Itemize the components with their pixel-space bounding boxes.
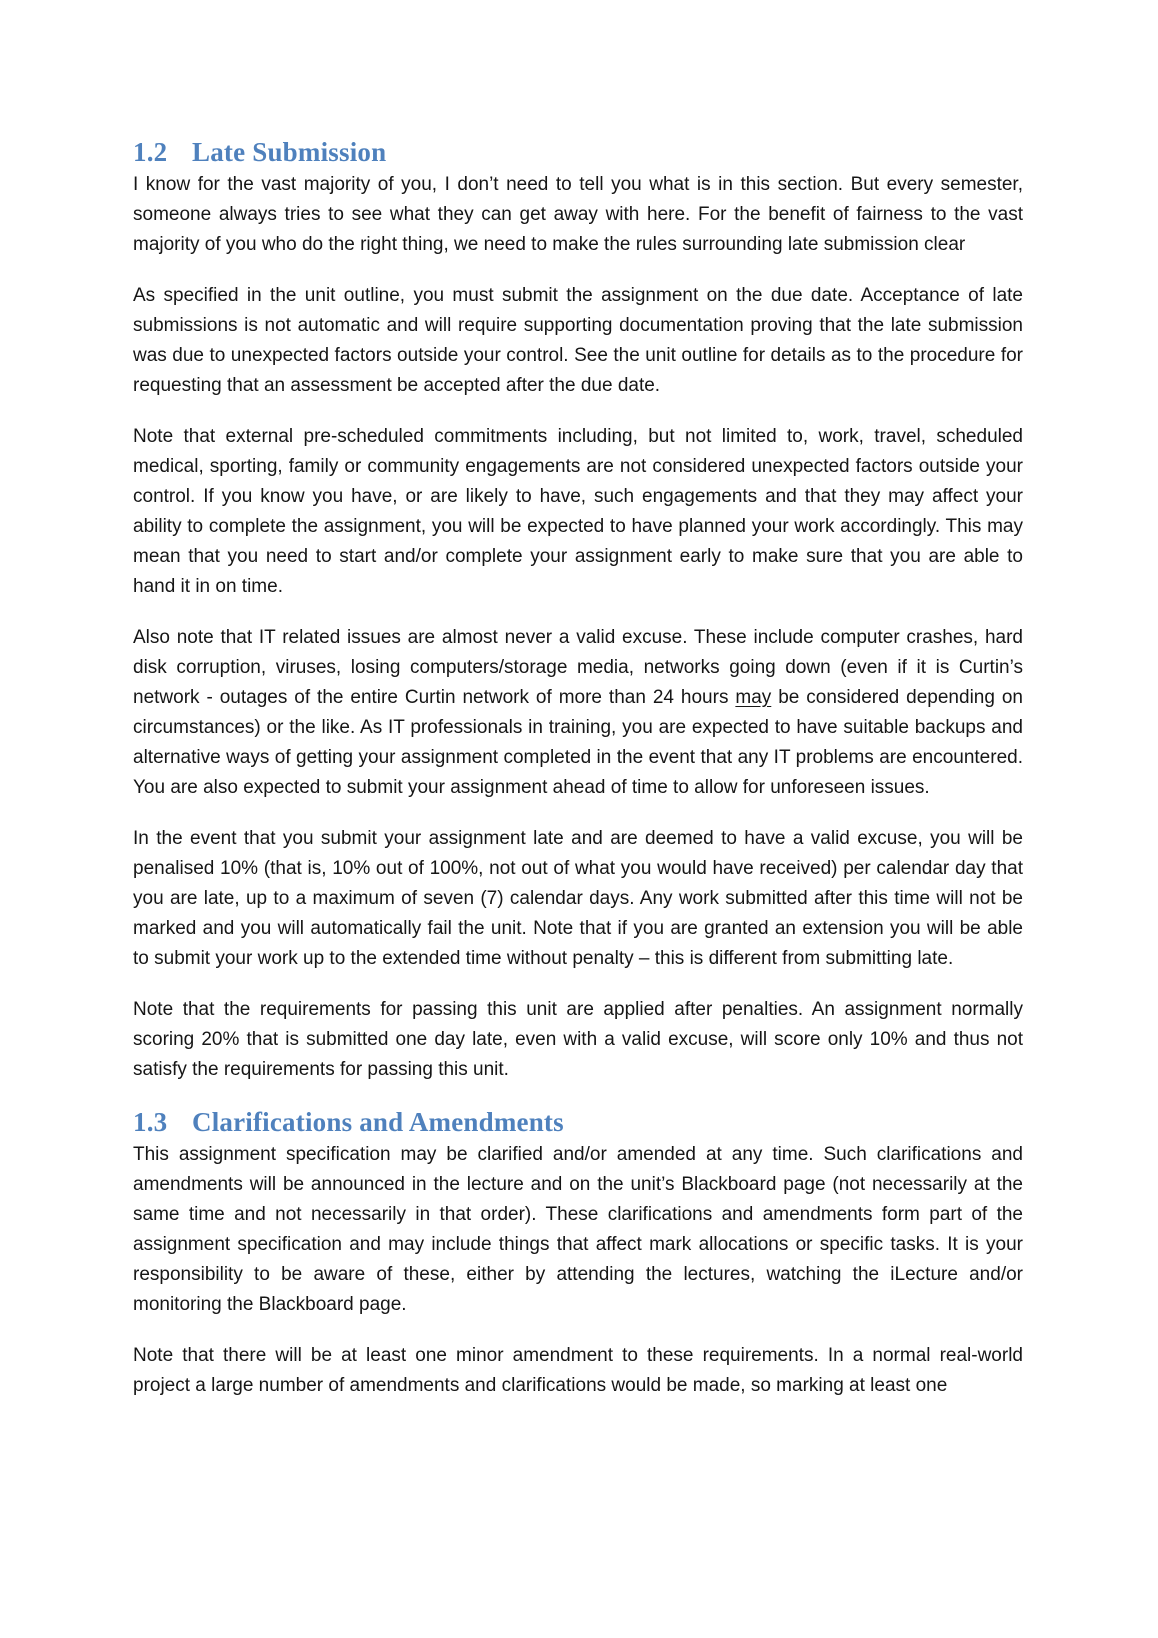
section-number: 1.3	[133, 1107, 168, 1137]
section-title: Clarifications and Amendments	[192, 1107, 564, 1137]
paragraph-it-issues-after: be considered depending on circumstances) or the like. As IT professionals in training, you are expected to have suitable backups and alternative ways of getting your assignment completed in the event that any IT problems are encountered. You are also expected to submit your assignment ahead of time to allow for unforeseen issues.	[133, 687, 1023, 798]
section-number: 1.2	[133, 137, 168, 167]
section-heading-late-submission	[133, 136, 1023, 168]
paragraph-prescheduled-commitments: Note that external pre-scheduled commitments including, but not limited to, work, travel, scheduled medical, sporting, family or community engagements are not considered unexpected factors outside your control. If you know you have, or are likely to have, such engagements and that they may affect your ability to complete the assignment, you will be expected to have planned your work accordingly. This may mean that you need to start and/or complete your assignment early to make sure that you are able to hand it in on time.	[133, 426, 1023, 597]
section-title: Late Submission	[192, 137, 387, 167]
underlined-word-may: may	[735, 687, 772, 708]
paragraph-it-issues	[133, 623, 1023, 803]
paragraph-penalty-rules: In the event that you submit your assignment late and are deemed to have a valid excuse, you will be penalised 10% (that is, 10% out of 100%, not out of what you would have received) per calendar day that you are late, up to a maximum of seven (7) calendar days. Any work submitted after this time will not be marked and you will automatically fail the unit. Note that if you are granted an extension you will be able to submit your work up to the extended time without penalty – this is different from submitting late.	[133, 828, 1023, 969]
paragraph-minor-amendment: Note that there will be at least one minor amendment to these requirements. In a normal real-world project a large number of amendments and clarifications would be made, so marking at least one	[133, 1345, 1023, 1396]
paragraph-clarifications-policy: This assignment specification may be clarified and/or amended at any time. Such clarifications and amendments will be announced in the lecture and on the unit’s Blackboard page (not necessarily at the same time and not necessarily in that order). These clarifications and amendments form part of the assignment specification and may include things that affect mark allocations or specific tasks. It is your responsibility to be aware of these, either by attending the lectures, watching the iLecture and/or monitoring the Blackboard page.	[133, 1144, 1023, 1315]
section-heading-clarifications	[133, 1106, 1023, 1138]
paragraph-passing-requirements: Note that the requirements for passing this unit are applied after penalties. An assignment normally scoring 20% that is submitted one day late, even with a valid excuse, will score only 10% and thus not satisfy the requirements for passing this unit.	[133, 999, 1023, 1080]
paragraph-late-submission-policy: As specified in the unit outline, you must submit the assignment on the due date. Acceptance of late submissions is not automatic and will require supporting documentation proving that the late submission was due to unexpected factors outside your control. See the unit outline for details as to the procedure for requesting that an assessment be accepted after the due date.	[133, 285, 1023, 396]
paragraph-it-issues-before: Also note that IT related issues are almost never a valid excuse. These include computer crashes, hard disk corruption, viruses, losing computers/storage media, networks going down (even if it is Curtin’s network - outages of the entire Curtin network of more than 24 hours	[133, 627, 1023, 708]
paragraph-late-submission-intro: I know for the vast majority of you, I don’t need to tell you what is in this section. But every semester, someone always tries to see what they can get away with here. For the benefit of fairness to the vast majority of you who do the right thing, we need to make the rules surrounding late submission clear	[133, 174, 1023, 255]
page-content	[133, 0, 1023, 1401]
